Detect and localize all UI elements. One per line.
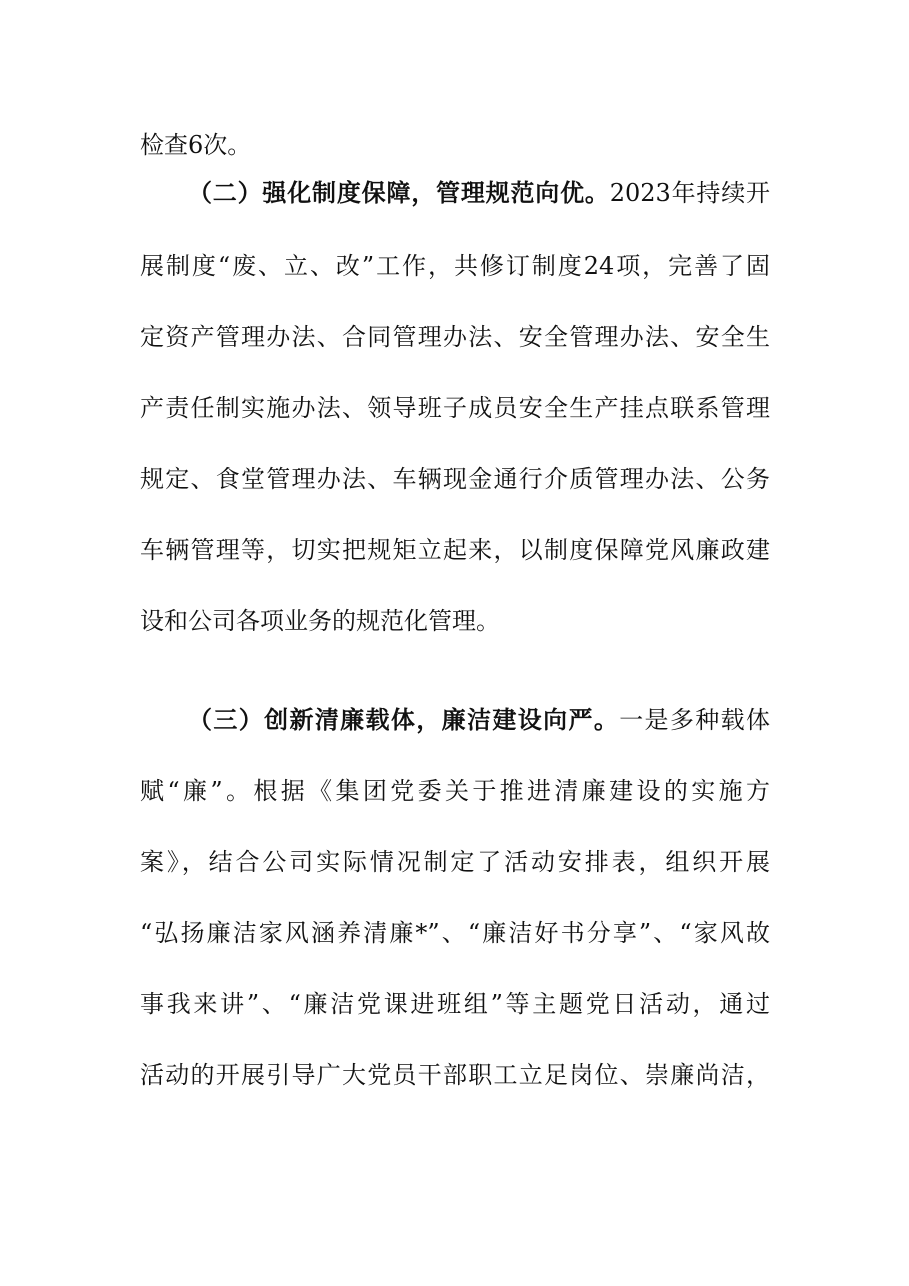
- text-run: 一是多种载体: [619, 706, 771, 734]
- text-line: 定资产管理办法、合同管理办法、安全管理办法、安全生: [140, 323, 770, 351]
- section-heading: （三）创新清廉载体，廉洁建设向严。: [188, 705, 620, 734]
- text-line: 设和公司各项业务的规范化管理。: [140, 607, 500, 635]
- text-line: 产责任制实施办法、领导班子成员安全生产挂点联系管理: [140, 394, 770, 422]
- section-heading-line: [188, 703, 770, 737]
- text-line: 赋“廉”。根据《集团党委关于推进清廉建设的实施方: [140, 777, 770, 805]
- text-line: 展制度“废、立、改”工作，共修订制度24项，完善了固: [140, 252, 770, 280]
- section-heading: （二）强化制度保障，管理规范向优。: [188, 178, 610, 207]
- text-line: 活动的开展引导广大党员干部职工立足岗位、崇廉尚洁，: [140, 1061, 770, 1089]
- text-line: 案》，结合公司实际情况制定了活动安排表，组织开展: [140, 848, 770, 876]
- text-line: “弘扬廉洁家风涵养清廉*”、“廉洁好书分享”、“家风故: [140, 919, 770, 947]
- section-heading-line: [188, 176, 770, 210]
- text-line: 检查6次。: [140, 131, 252, 159]
- text-run: 2023年持续开: [609, 179, 771, 207]
- text-line: 事我来讲”、“廉洁党课进班组”等主题党日活动，通过: [140, 990, 770, 1018]
- text-line: 车辆管理等，切实把规矩立起来，以制度保障党风廉政建: [140, 536, 770, 564]
- text-line: 规定、食堂管理办法、车辆现金通行介质管理办法、公务: [140, 465, 770, 493]
